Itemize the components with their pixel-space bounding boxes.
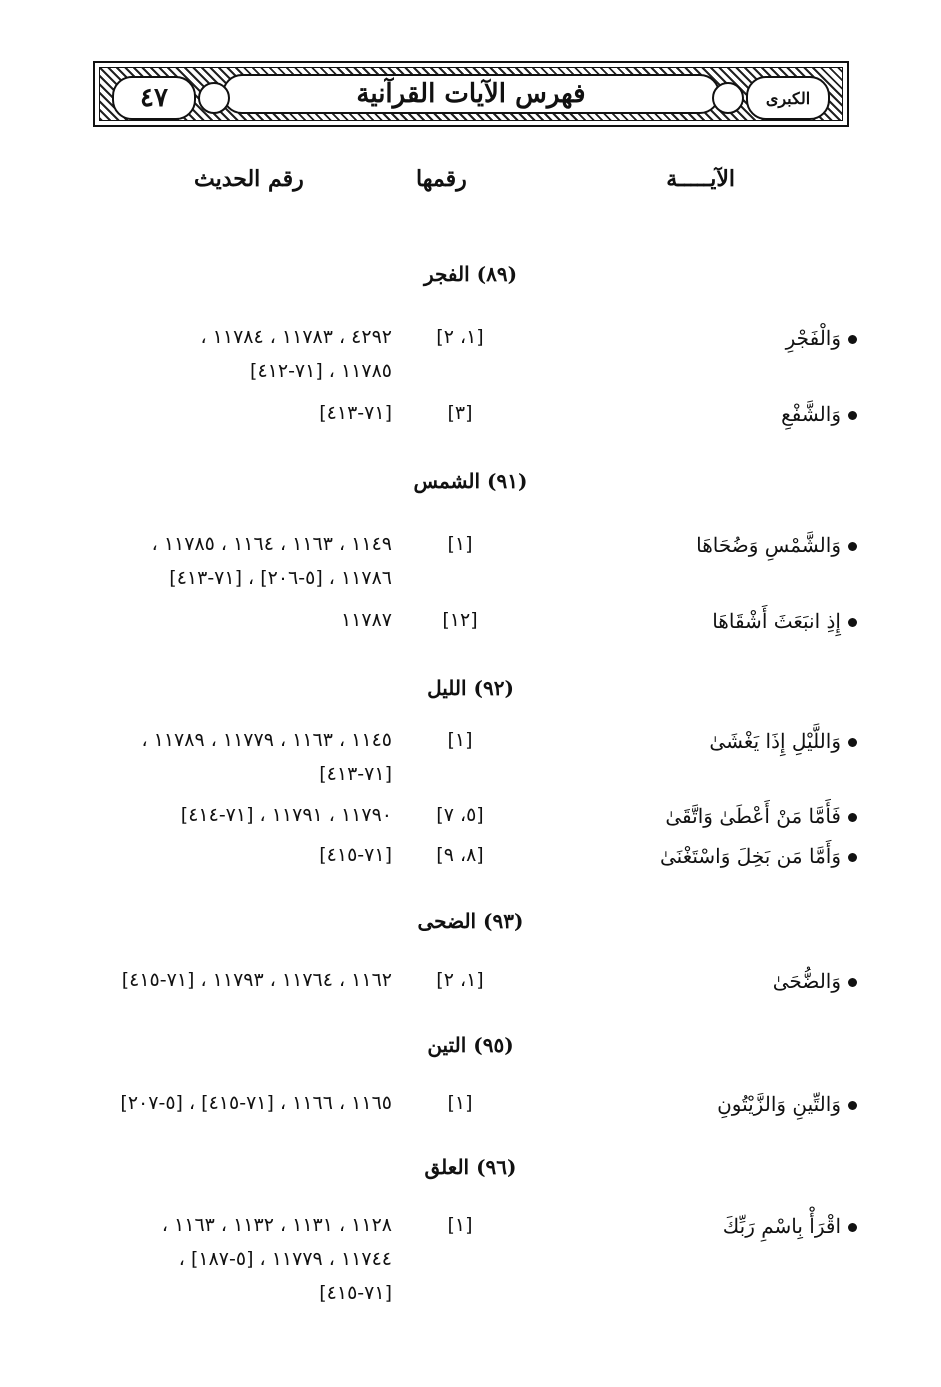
verse-number: [٥، ٧] — [436, 804, 484, 826]
verse-entry — [647, 729, 857, 753]
hadith-refs-line: ١١٧٨٧ — [340, 609, 392, 631]
verse-entry — [647, 1092, 857, 1116]
bullet-icon — [848, 738, 857, 747]
ornament-icon — [198, 82, 230, 114]
page-number: ٤٧ — [140, 83, 168, 113]
hadith-refs — [96, 838, 392, 872]
hadith-refs-line: ١١٢٨ ، ١١٣١ ، ١١٣٢ ، ١١٦٣ ، — [161, 1214, 392, 1236]
hadith-refs — [96, 798, 392, 832]
bullet-icon — [848, 813, 857, 822]
verse-entry — [647, 609, 857, 633]
verse-entry — [647, 969, 857, 993]
verse-text: وَالْفَجْرِ — [785, 326, 841, 350]
surah-heading: (٩١) الشمس — [413, 469, 528, 493]
hadith-refs-line: [٧١-٤١٥] — [319, 1282, 392, 1304]
header-ornamental-border — [99, 67, 843, 121]
page-number-badge — [112, 76, 196, 120]
verse-number: [١] — [447, 1092, 473, 1114]
hadith-refs — [96, 1086, 392, 1120]
ornament-icon — [712, 82, 744, 114]
hadith-refs-line: ١١٦٢ ، ١١٧٦٤ ، ١١٧٩٣ ، [٧١-٤١٥] — [121, 969, 392, 991]
hadith-refs — [96, 963, 392, 997]
hadith-refs-line: ١١٤٥ ، ١١٦٣ ، ١١٧٧٩ ، ١١٧٨٩ ، — [141, 729, 392, 751]
verse-entry — [647, 533, 857, 557]
page-header — [93, 61, 849, 127]
verse-number: [١] — [447, 1214, 473, 1236]
verse-number: [٨، ٩] — [436, 844, 484, 866]
hadith-refs-line: ١١٤٩ ، ١١٦٣ ، ١١٦٤ ، ١١٧٨٥ ، — [151, 533, 392, 555]
hadith-refs-line: [٧١-٤١٣] — [319, 402, 392, 424]
verse-number: [١٢] — [442, 609, 478, 631]
verse-text: وَأَمَّا مَن بَخِلَ وَاسْتَغْنَىٰ — [659, 844, 841, 868]
hadith-refs-line: ١١٦٥ ، ١١٦٦ ، [٧١-٤١٥] ، [٥-٢٠٧] — [120, 1092, 392, 1114]
verse-text: وَالتِّينِ وَالزَّيْتُونِ — [717, 1092, 841, 1116]
bullet-icon — [848, 853, 857, 862]
verse-entry — [647, 326, 857, 350]
header-title-cartouche — [222, 74, 720, 114]
verse-number: [١] — [447, 729, 473, 751]
bullet-icon — [848, 335, 857, 344]
bullet-icon — [848, 618, 857, 627]
verse-text: وَالشَّمْسِ وَضُحَاهَا — [696, 533, 841, 557]
hadith-refs-line: ٤٢٩٢ ، ١١٧٨٣ ، ١١٧٨٤ ، — [200, 326, 392, 348]
verse-entry — [647, 844, 857, 868]
column-heading-hadith: رقم الحديث — [194, 166, 304, 192]
hadith-refs — [96, 396, 392, 430]
hadith-refs-line: [٧١-٤١٣] — [319, 763, 392, 785]
verse-text: إِذِ انبَعَثَ أَشْقَاهَا — [712, 609, 841, 633]
verse-entry — [647, 804, 857, 828]
publisher-logo-text: الكبرى — [765, 88, 811, 108]
hadith-refs-line: ١١٧٨٥ ، [٧١-٤١٢] — [250, 360, 392, 382]
surah-heading: (٩٣) الضحى — [417, 909, 524, 933]
header-title: فهرس الآيات القرآنية — [356, 79, 586, 109]
verse-text: وَالشَّفْعِ — [781, 402, 841, 426]
verse-entry — [647, 1214, 857, 1238]
bullet-icon — [848, 411, 857, 420]
hadith-refs-line: ١١٧٩٠ ، ١١٧٩١ ، [٧١-٤١٤] — [180, 804, 392, 826]
bullet-icon — [848, 1223, 857, 1232]
surah-heading: (٨٩) الفجر — [423, 262, 518, 286]
bullet-icon — [848, 1101, 857, 1110]
publisher-logo — [746, 76, 830, 120]
verse-number: [١، ٢] — [436, 969, 484, 991]
hadith-refs — [96, 320, 392, 388]
hadith-refs-line: ١١٧٨٦ ، [٥-٢٠٦] ، [٧١-٤١٣] — [169, 567, 392, 589]
column-heading-number: رقمها — [416, 166, 467, 192]
bullet-icon — [848, 542, 857, 551]
hadith-refs-line: [٧١-٤١٥] — [319, 844, 392, 866]
verse-text: فَأَمَّا مَنْ أَعْطَىٰ وَاتَّقَىٰ — [665, 804, 841, 828]
surah-heading: (٩٢) الليل — [427, 676, 514, 700]
verse-entry — [647, 402, 857, 426]
bullet-icon — [848, 978, 857, 987]
surah-heading: (٩٦) العلق — [424, 1155, 517, 1179]
verse-number: [٣] — [447, 402, 473, 424]
hadith-refs — [96, 527, 392, 595]
verse-number: [١] — [447, 533, 473, 555]
surah-heading: (٩٥) التين — [427, 1033, 514, 1057]
verse-text: اقْرَأْ بِاسْمِ رَبِّكَ — [722, 1214, 841, 1238]
verse-text: وَاللَّيْلِ إِذَا يَغْشَىٰ — [709, 729, 841, 753]
verse-number: [١، ٢] — [436, 326, 484, 348]
column-heading-verse: الآيـــــة — [666, 166, 735, 192]
verse-text: وَالضُّحَىٰ — [772, 969, 841, 993]
hadith-refs — [96, 603, 392, 637]
hadith-refs — [96, 1208, 392, 1310]
hadith-refs-line: ١١٧٤٤ ، ١١٧٧٩ ، [٥-١٨٧] ، — [178, 1248, 392, 1270]
hadith-refs — [96, 723, 392, 791]
